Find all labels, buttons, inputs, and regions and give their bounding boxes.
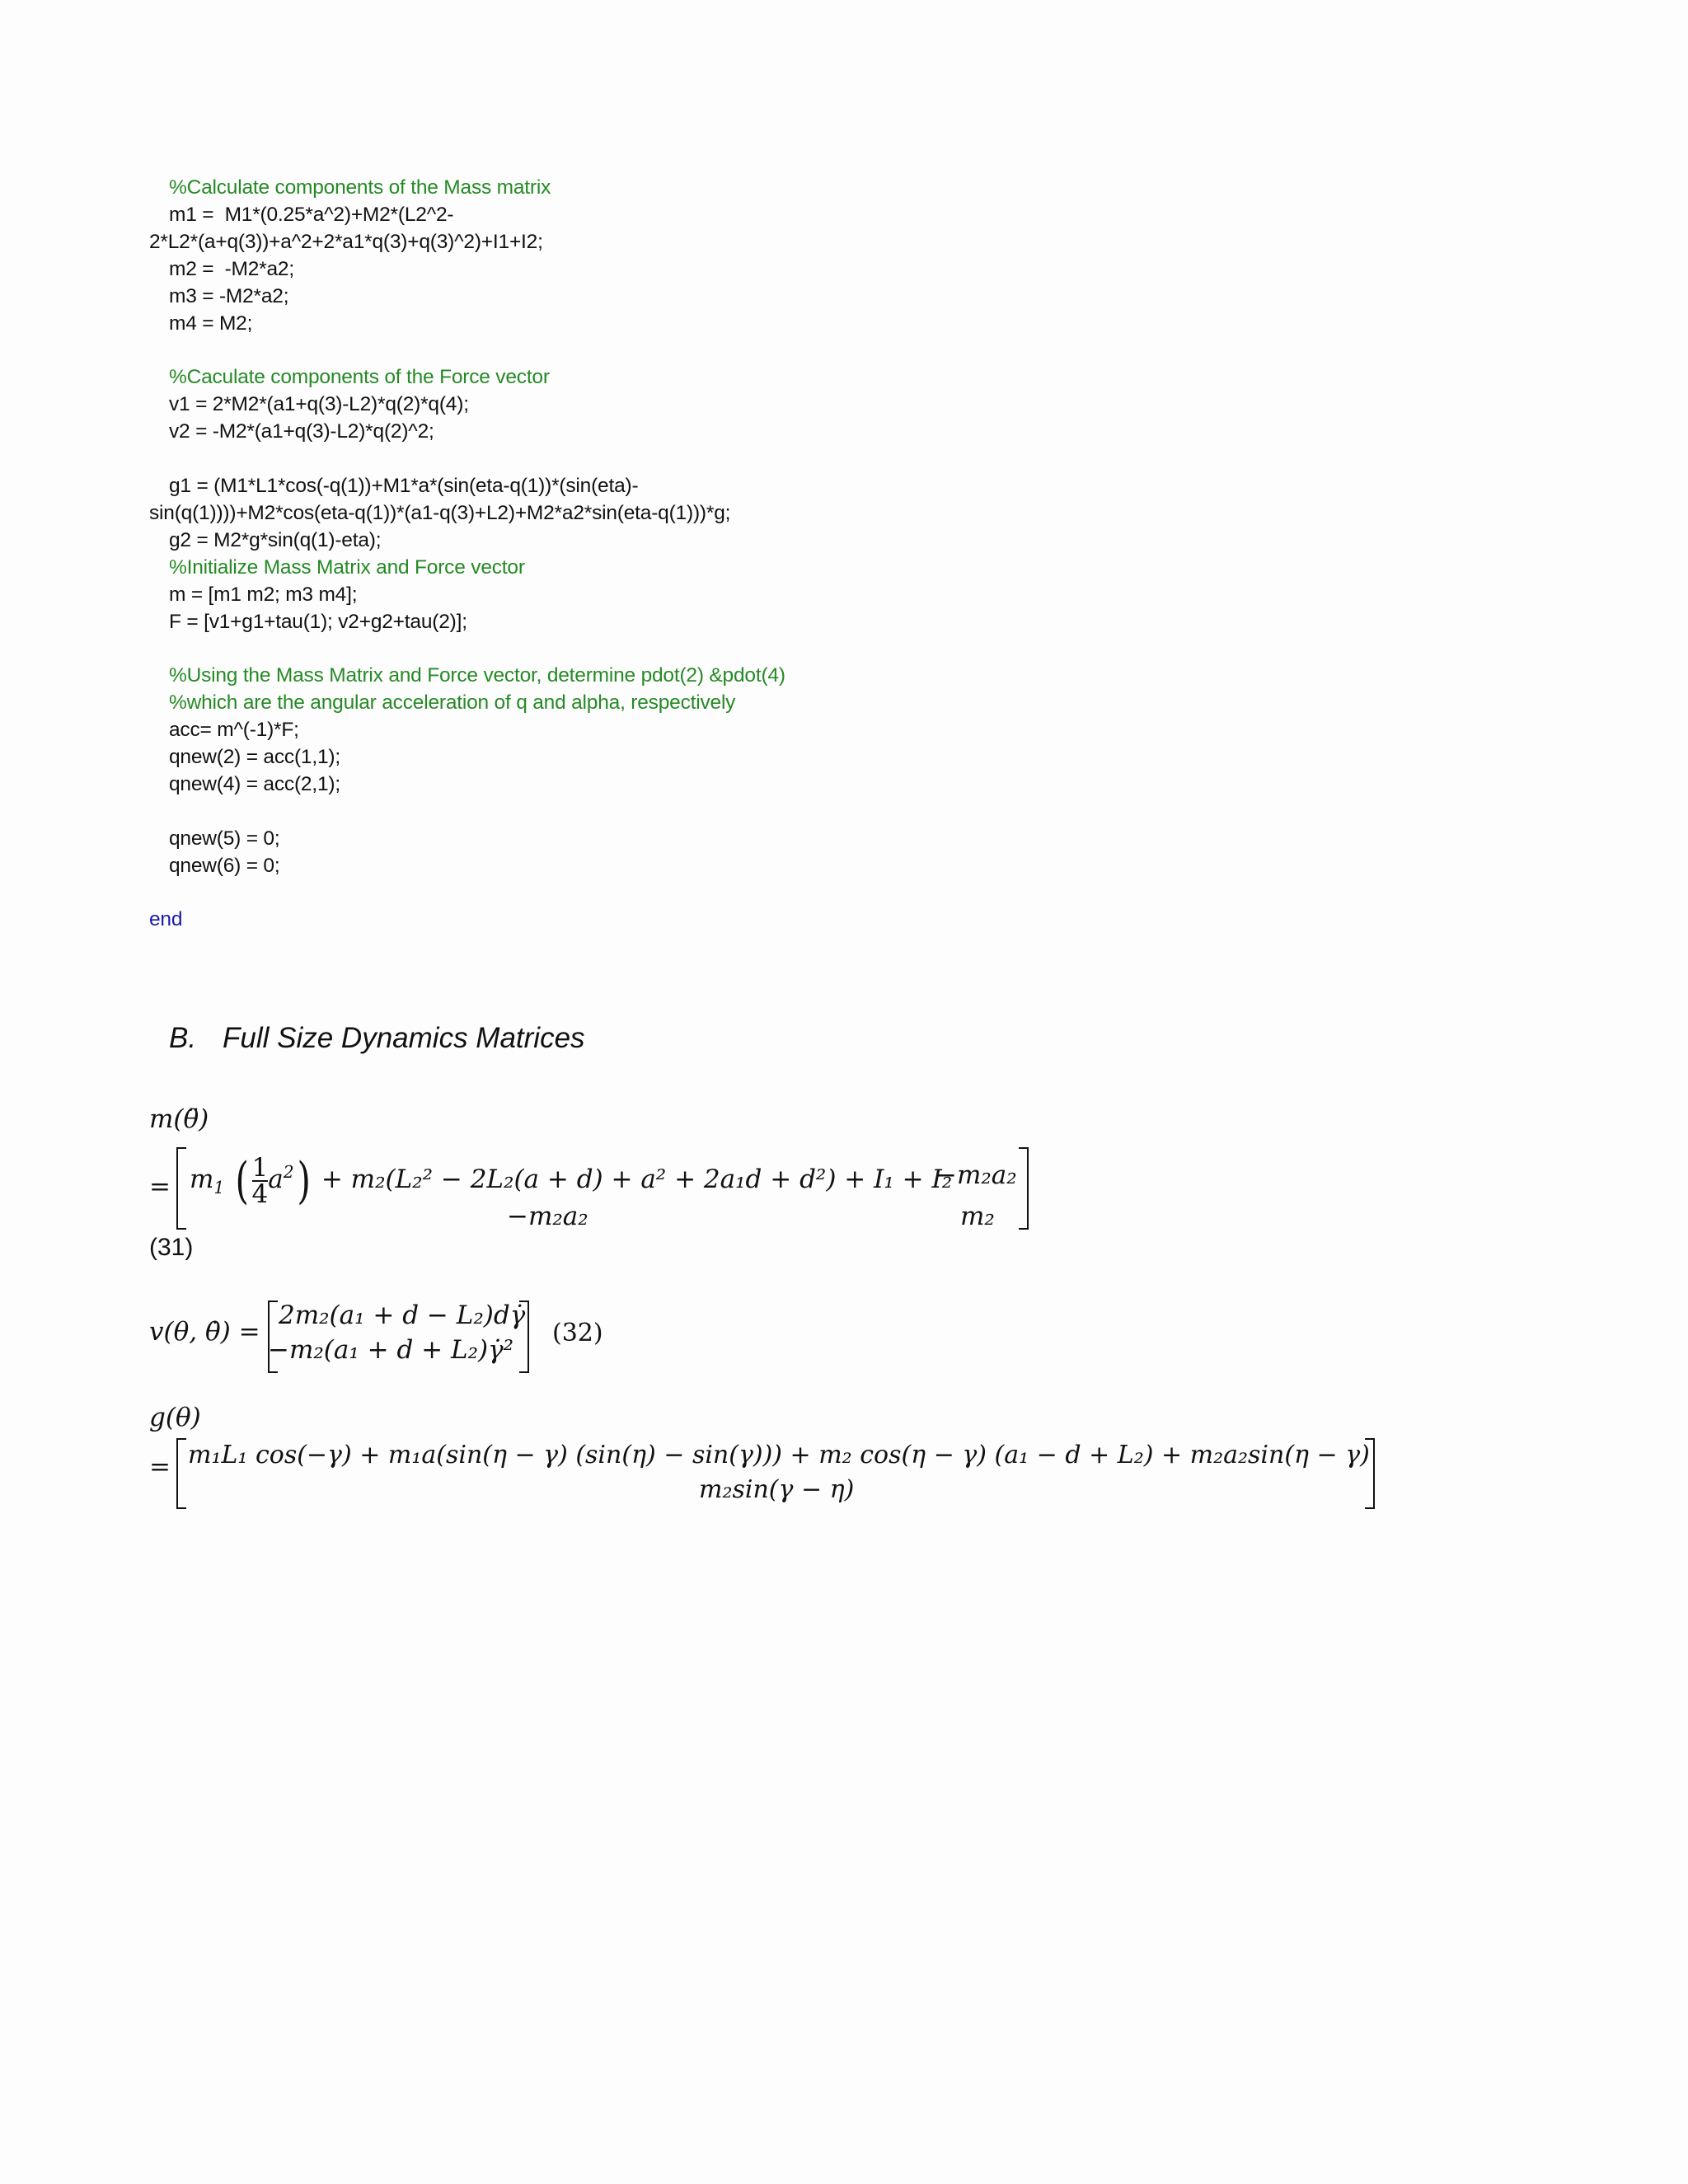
eq31-number: (31) [149,1234,194,1261]
right-paren: ) [297,1151,311,1210]
eq32-row2: −m₂(a₁ + d + L₂)γ̇² [268,1335,514,1365]
m1-symbol: m [190,1165,214,1195]
eq31-row1-col1 [190,1151,952,1209]
m1-subscript: 1 [213,1178,225,1198]
code-line: %Caculate components of the Force vector [169,366,550,388]
fraction-denominator: 4 [251,1179,269,1209]
eq33-lhs: g(θ) [149,1403,201,1432]
left-paren: ( [235,1151,250,1210]
section-heading [169,1022,585,1055]
code-line: qnew(4) = acc(2,1); [169,773,340,795]
section-number: B. [169,1022,197,1054]
code-line: %Using the Mass Matrix and Force vector, determine pdot(2) &pdot(4) [169,664,785,687]
right-bracket [1365,1438,1375,1509]
code-line: qnew(2) = acc(1,1); [169,746,340,768]
a-symbol: a [268,1165,284,1195]
code-line: v2 = -M2*(a1+q(3)-L2)*q(2)^2; [169,420,434,443]
code-line: m = [m1 m2; m3 m4]; [169,583,358,606]
eq31-row1-col2: −m₂a₂ [935,1160,1017,1190]
eq31-lhs: m(θ̈) [149,1104,209,1134]
code-line: m3 = -M2*a2; [169,285,289,307]
code-line: v1 = 2*M2*(a1+q(3)-L2)*q(2)*q(4); [169,393,469,415]
code-line: %which are the angular acceleration of q and alpha, respectively [169,691,736,714]
eq32-number: (32) [552,1319,603,1347]
code-line: m1 = M1*(0.25*a^2)+M2*(L2^2- [169,204,454,226]
section-title: Full Size Dynamics Matrices [223,1022,585,1054]
eq31-equals: = [149,1172,171,1202]
eq31-row2-col2: m₂ [960,1202,995,1231]
code-line: m4 = M2; [169,312,253,335]
a-exponent: 2 [283,1162,294,1182]
code-line: %Initialize Mass Matrix and Force vector [169,556,525,579]
code-line: g1 = (M1*L1*cos(-q(1))+M1*a*(sin(eta-q(1))*(sin(eta)- [169,475,639,497]
eq31-row2-col1: −m₂a₂ [507,1202,588,1231]
eq32-row1: 2m₂(a₁ + d − L₂)dγ̇ [279,1301,526,1330]
code-line-end-keyword: end [149,908,183,930]
code-line: 2*L2*(a+q(3))+a^2+2*a1*q(3)+q(3)^2)+I1+I2; [149,231,543,253]
quarter-fraction [251,1152,269,1209]
code-line: F = [v1+g1+tau(1); v2+g2+tau(2)]; [169,611,467,633]
code-line: acc= m^(-1)*F; [169,719,299,741]
left-bracket [176,1147,186,1230]
right-bracket [519,1301,529,1373]
code-line: g2 = M2*g*sin(q(1)-eta); [169,529,382,551]
code-line: %Calculate components of the Mass matrix [169,176,551,199]
code-line: qnew(6) = 0; [169,855,280,877]
code-line: sin(q(1))))+M2*cos(eta-q(1))*(a1-q(3)+L2)+M2*a2*sin(eta-q(1)))*g; [149,502,731,524]
code-line: m2 = -M2*a2; [169,258,294,280]
eq33-row1: m₁L₁ cos(−γ) + m₁a(sin(η − γ) (sin(η) − sin(γ))) + m₂ cos(η − γ) (a₁ − d + L₂) + m₂a₂sin(η − γ) [188,1441,1370,1469]
right-bracket [1019,1147,1029,1230]
eq32-lhs: v(θ, θ̇) = [149,1317,260,1347]
code-line: qnew(5) = 0; [169,827,280,850]
fraction-numerator: 1 [251,1152,269,1183]
eq31-row1-rest: + m₂(L₂² − 2L₂(a + d) + a² + 2a₁d + d²) + I₁ + I₂ [321,1165,953,1195]
eq33-row2: m₂sin(γ − η) [699,1475,855,1504]
left-bracket [176,1438,186,1509]
eq33-equals: = [149,1452,171,1482]
